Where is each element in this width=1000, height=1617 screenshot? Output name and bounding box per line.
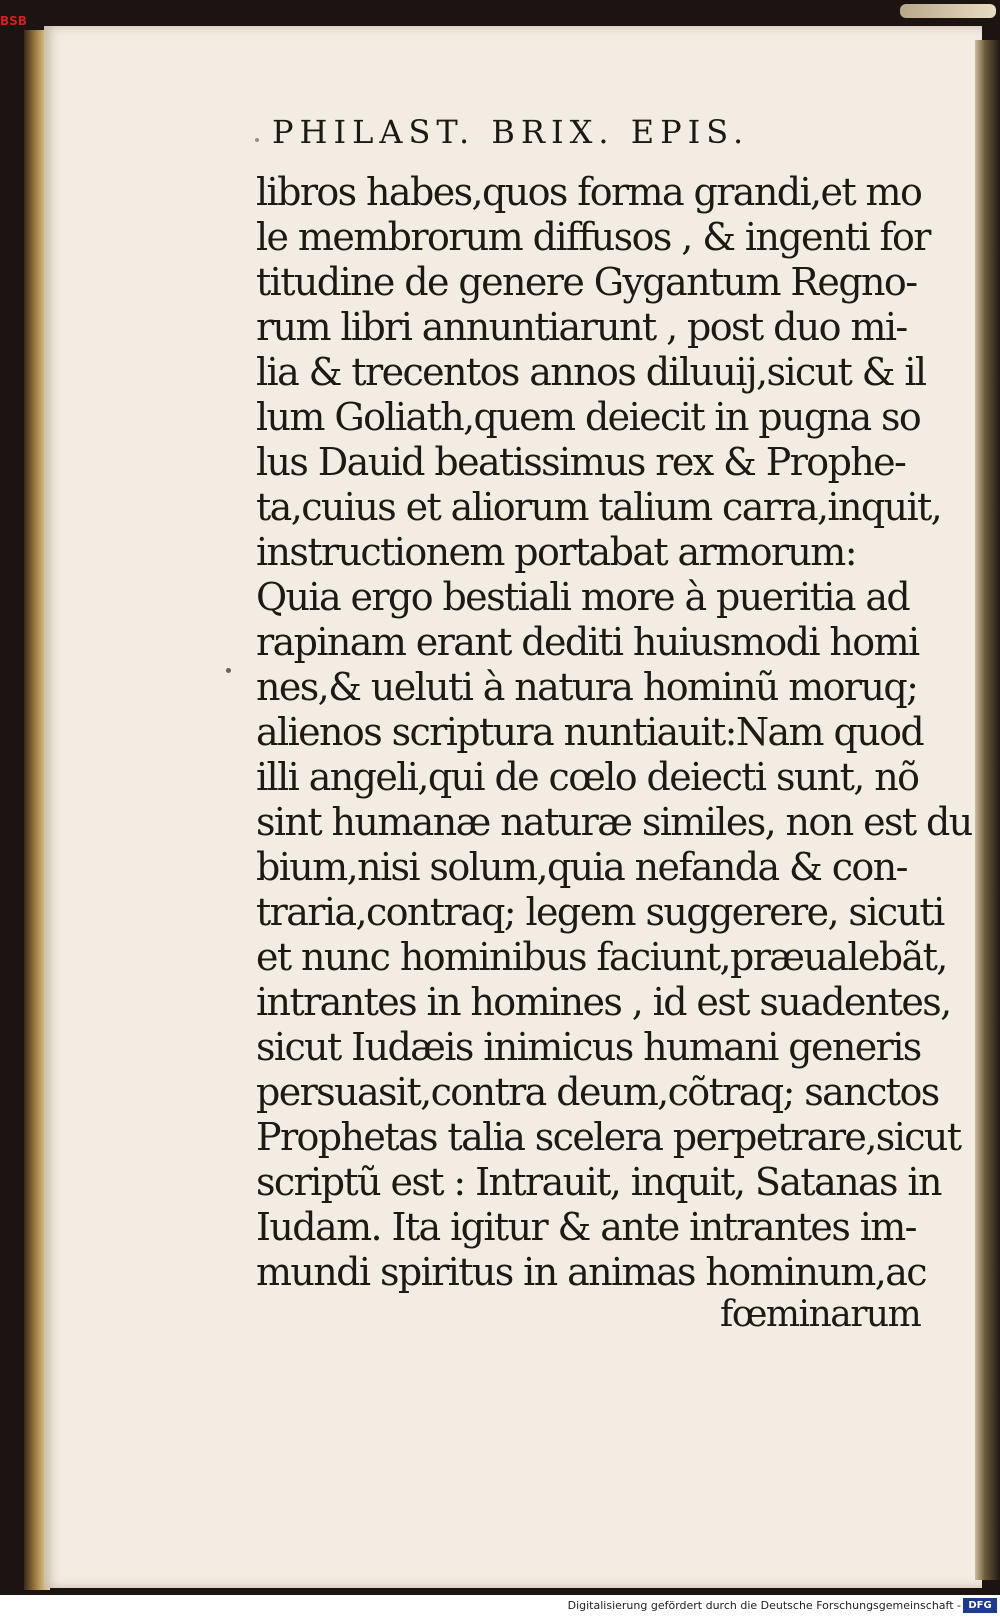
text-line: lia & trecentos annos diluuij,sicut & il: [256, 350, 926, 394]
text-line: Prophetas talia scelera perpetrare,sicut: [256, 1115, 961, 1159]
text-line: sint humanæ naturæ similes, non est du: [256, 800, 972, 844]
text-line: alienos scriptura nuntiauit:Nam quod: [256, 710, 924, 754]
footer-credit: Digitalisierung gefördert durch die Deutsche Forschungsgemeinschaft -: [567, 1599, 961, 1612]
page-stain: [900, 4, 996, 18]
text-line: persuasit,contra deum,cõtraq; sanctos: [256, 1070, 939, 1114]
text-line: nes,& ueluti à natura hominũ moruq;: [256, 665, 918, 709]
text-line: lum Goliath,quem deiecit in pugna so: [256, 395, 921, 439]
text-line: rum libri annuntiarunt , post duo mi-: [256, 305, 907, 349]
text-line: titudine de genere Gygantum Regno-: [256, 260, 917, 304]
text-line: et nunc hominibus faciunt,præualebãt,: [256, 935, 947, 979]
text-line: lus Dauid beatissimus rex & Prophe-: [256, 440, 906, 484]
text-line: mundi spiritus in animas hominum,ac: [256, 1250, 926, 1294]
text-line: ta,cuius et aliorum talium carra,inquit,: [256, 485, 942, 529]
bsb-logo: BSB: [0, 14, 27, 28]
text-line: intrantes in homines , id est suadentes,: [256, 980, 951, 1024]
text-line: illi angeli,qui de cœlo deiecti sunt, nõ: [256, 755, 919, 799]
text-line: rapinam erant dediti huiusmodi homi: [256, 620, 919, 664]
text-line: scriptũ est : Intrauit, inquit, Satanas in: [256, 1160, 941, 1204]
text-line: Quia ergo bestiali more à pueritia ad: [256, 575, 910, 619]
text-line: sicut Iudæis inimicus humani generis: [256, 1025, 921, 1069]
head-mark: [255, 138, 259, 142]
dfg-logo: DFG: [963, 1598, 997, 1613]
page-fore-edge: [975, 40, 1000, 1580]
text-line: instructionem portabat armorum:: [256, 530, 856, 574]
text-line: le membrorum diffusos , & ingenti for: [256, 215, 930, 259]
text-line: libros habes,quos forma grandi,et mo: [256, 170, 922, 214]
catchword: fœminarum: [720, 1294, 921, 1335]
margin-mark: [226, 668, 231, 673]
text-line: Iudam. Ita igitur & ante intrantes im-: [256, 1205, 916, 1249]
running-head: PHILAST. BRIX. EPIS.: [272, 113, 750, 151]
text-line: traria,contraq; legem suggerere, sicuti: [256, 890, 944, 934]
text-line: bium,nisi solum,quia nefanda & con-: [256, 845, 907, 889]
